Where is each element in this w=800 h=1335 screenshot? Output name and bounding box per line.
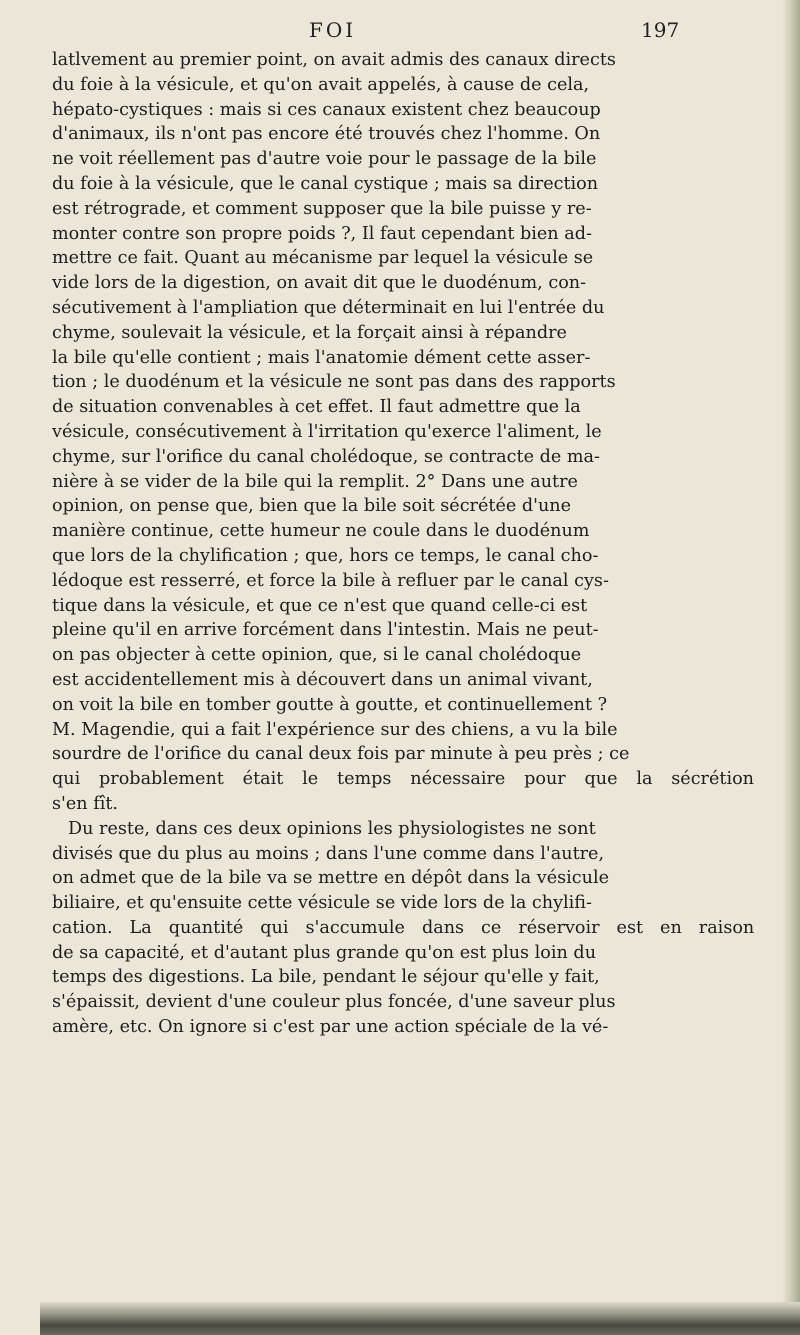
text-line: nière à se vider de la bile qui la remplit. 2° Dans une autre — [52, 471, 578, 492]
text-line: amère, etc. On ignore si c'est par une action spéciale de la vé- — [52, 1017, 609, 1038]
text-line: chyme, soulevait la vésicule, et la forçait ainsi à répandre — [52, 322, 567, 343]
text-line: temps des digestions. La bile, pendant le séjour qu'elle y fait, — [52, 967, 600, 988]
text-line: monter contre son propre poids ?, Il faut cependant bien ad- — [52, 223, 592, 244]
text-line: ne voit réellement pas d'autre voie pour le passage de la bile — [52, 149, 597, 170]
text-line: tion ; le duodénum et la vésicule ne sont pas dans des rapports — [52, 372, 616, 393]
page-number: 197 — [641, 18, 680, 42]
text-line: de situation convenables à cet effet. Il faut admettre que la — [52, 397, 581, 418]
text-line: la bile qu'elle contient ; mais l'anatomie dément cette asser- — [52, 347, 591, 368]
text-line: du foie à la vésicule, que le canal cystique ; mais sa direction — [52, 173, 599, 194]
text-line: qui probablement était le temps nécessaire pour que la sécrétion — [52, 769, 754, 790]
text-line: manière continue, cette humeur ne coule dans le duodénum — [52, 521, 590, 542]
text-line: lédoque est resserré, et force la bile à refluer par le canal cys- — [52, 570, 609, 591]
bottom-page-edge — [40, 1302, 800, 1335]
text-line: vésicule, consécutivement à l'irritation qu'exerce l'aliment, le — [52, 421, 602, 442]
text-line: s'épaissit, devient d'une couleur plus foncée, d'une saveur plus — [52, 992, 616, 1013]
body-text — [52, 48, 754, 1040]
text-line: vide lors de la digestion, on avait dit que le duodénum, con- — [52, 273, 587, 294]
text-line: d'animaux, ils n'ont pas encore été trouvés chez l'homme. On — [52, 124, 601, 145]
text-line: s'en fît. — [52, 793, 119, 814]
text-line: chyme, sur l'orifice du canal cholédoque, se contracte de ma- — [52, 446, 600, 467]
text-line: pleine qu'il en arrive forcément dans l'intestin. Mais ne peut- — [52, 620, 599, 641]
running-head: FOI — [309, 18, 357, 42]
text-line: biliaire, et qu'ensuite cette vésicule se vide lors de la chylifi- — [52, 893, 592, 914]
text-line: est rétrograde, et comment supposer que la bile puisse y re- — [52, 198, 592, 219]
text-line: latlvement au premier point, on avait admis des canaux directs — [52, 50, 616, 70]
text-line: Du reste, dans ces deux opinions les physiologistes ne sont — [68, 818, 596, 839]
text-line: tique dans la vésicule, et que ce n'est que quand celle-ci est — [52, 595, 588, 616]
text-line: opinion, on pense que, bien que la bile soit sécrétée d'une — [52, 496, 572, 517]
text-line: de sa capacité, et d'autant plus grande qu'on est plus loin du — [52, 942, 597, 963]
text-line: M. Magendie, qui a fait l'expérience sur des chiens, a vu la bile — [52, 719, 618, 740]
text-line: est accidentellement mis à découvert dans un animal vivant, — [52, 669, 593, 690]
text-line: hépato-cystiques : mais si ces canaux existent chez beaucoup — [52, 99, 601, 120]
text-line: on admet que de la bile va se mettre en dépôt dans la vésicule — [52, 868, 609, 889]
text-line: sécutivement à l'ampliation que déterminait en lui l'entrée du — [52, 297, 605, 318]
text-line: du foie à la vésicule, et qu'on avait appelés, à cause de cela, — [52, 74, 590, 95]
text-line: cation. La quantité qui s'accumule dans ce réservoir est en raison — [52, 917, 755, 938]
text-line: sourdre de l'orifice du canal deux fois par minute à peu près ; ce — [52, 744, 630, 765]
text-line: que lors de la chylification ; que, hors ce temps, le canal cho- — [52, 545, 599, 566]
text-line: on voit la bile en tomber goutte à goutte, et continuellement ? — [52, 694, 608, 715]
text-line: mettre ce fait. Quant au mécanisme par lequel la vésicule se — [52, 248, 594, 269]
page-header — [60, 18, 750, 48]
page-edge-shadow — [782, 0, 800, 1335]
text-line: divisés que du plus au moins ; dans l'une comme dans l'autre, — [52, 843, 605, 864]
text-line: on pas objecter à cette opinion, que, si le canal cholédoque — [52, 645, 582, 666]
